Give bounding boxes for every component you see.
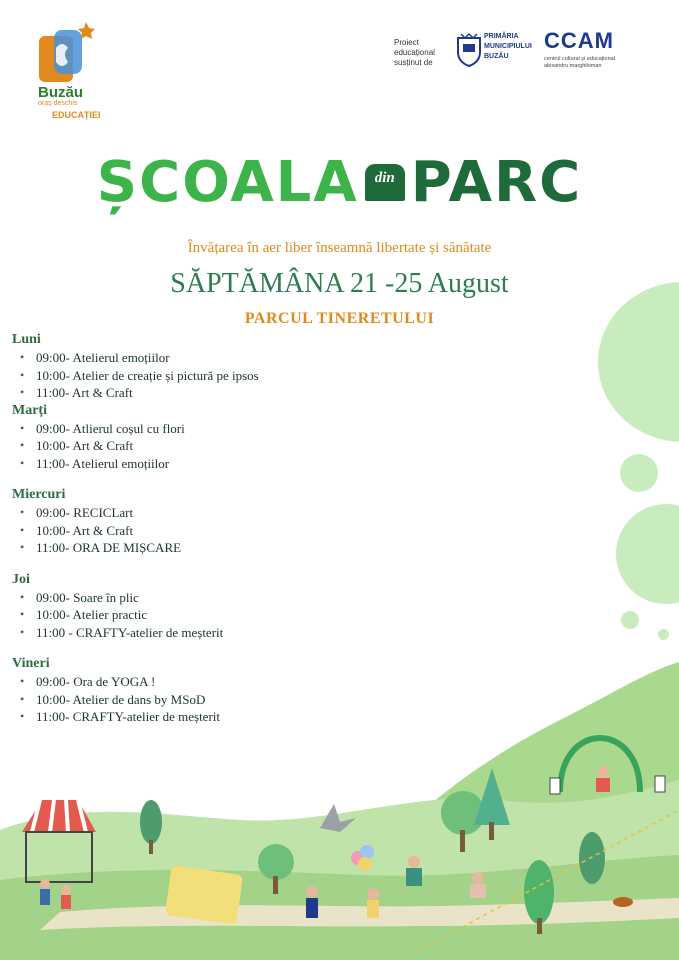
tree-icon — [579, 832, 605, 884]
activity-item: • 10:00- Atelier practic — [12, 606, 342, 624]
location: PARCUL TINERETULUI — [244, 310, 435, 327]
activity-item: • 10:00- Atelier de creație și pictură pe ipsos — [12, 367, 342, 385]
decor-circle-large — [598, 282, 679, 442]
dog-icon — [613, 897, 633, 907]
primaria-line: BUZĂU — [484, 53, 509, 60]
person-icon — [306, 898, 318, 918]
person-icon — [406, 868, 422, 886]
activity-list — [12, 420, 342, 473]
person-icon — [61, 895, 71, 909]
activity-item: • 11:00- ORA DE MIȘCARE — [12, 539, 342, 557]
activity-item: • 09:00- Ora de YOGA ! — [12, 673, 342, 691]
decor-dot — [621, 611, 639, 629]
buzau-logo — [36, 18, 102, 118]
sponsor-note-line: Proiect — [394, 38, 419, 47]
decor-dot-small — [658, 629, 669, 640]
activity-item: • 11:00 - CRAFTY-atelier de meșterit — [12, 624, 342, 642]
ccam-name: CCAM — [544, 28, 614, 53]
buzau-logo-icon — [36, 18, 102, 84]
ccam-logo — [544, 28, 644, 70]
person-icon — [596, 778, 610, 792]
activity-item: • 09:00- Atlierul coșul cu flori — [12, 420, 342, 438]
park-illustration — [0, 650, 679, 960]
activity-item: • 11:00- Atelierul emoțiilor — [12, 455, 342, 473]
activity-list — [12, 504, 342, 557]
day-heading: Joi — [12, 571, 30, 587]
tree-icon — [140, 800, 162, 844]
primaria-line: PRIMĂRIA — [484, 33, 519, 40]
balloon-icon — [358, 857, 372, 871]
day-heading: Marți — [12, 402, 47, 418]
ccam-subtitle — [544, 56, 644, 70]
sponsor-note-line: educațional — [394, 48, 435, 57]
activity-item: • 11:00- CRAFTY-atelier de meșterit — [12, 708, 342, 726]
primaria-logo — [456, 30, 546, 70]
slogan: Învățarea în aer liber înseamnă libertate și sănătate — [187, 240, 492, 256]
speaker-icon — [550, 778, 560, 794]
day-heading: Vineri — [12, 656, 50, 671]
logo-subtitle: oraș deschis — [38, 100, 78, 107]
week-heading: SĂPTĂMÂNA 21 -25 August — [170, 268, 509, 299]
person-icon — [40, 889, 50, 905]
sponsor-note — [394, 38, 450, 68]
speaker-icon — [655, 776, 665, 792]
balloon-icon — [360, 845, 374, 859]
logo-subtitle-2: EDUCAȚIEI — [52, 110, 101, 120]
activity-list — [12, 589, 342, 642]
day-heading: Miercuri — [12, 487, 66, 502]
primaria-text — [484, 32, 532, 62]
activity-list — [12, 349, 342, 402]
activity-item: • 09:00- Soare în plic — [12, 589, 342, 607]
person-icon — [367, 900, 379, 918]
activity-item: • 11:00- Art & Craft — [12, 384, 342, 402]
logo-title: Buzău — [38, 84, 83, 101]
activity-item: • 10:00- Atelier de dans by MSoD — [12, 691, 342, 709]
ccam-sub-line: alexandru marghiloman — [544, 63, 602, 69]
page-title — [0, 150, 679, 215]
activity-item: • 10:00- Art & Craft — [12, 437, 342, 455]
activity-item: • 09:00- RECICLart — [12, 504, 342, 522]
activity-item: • 09:00- Atelierul emoțiilor — [12, 349, 342, 367]
activity-item: • 10:00- Art & Craft — [12, 522, 342, 540]
decor-circle-medium — [616, 504, 679, 604]
ccam-sub-line: centrul cultural și educațional — [544, 56, 615, 62]
picnic-blanket-icon — [165, 865, 243, 925]
title-part-2: din — [365, 164, 405, 201]
tree-icon — [258, 844, 294, 880]
primaria-line: MUNICIPIULUI — [484, 43, 532, 50]
sponsor-note-line: susținut de — [394, 58, 433, 67]
day-heading: Luni — [12, 332, 41, 347]
coat-of-arms-icon — [456, 32, 482, 68]
decor-circle-small — [620, 454, 658, 492]
title-part-3: PARC — [410, 150, 583, 215]
person-icon — [470, 884, 486, 898]
title-part-1: ȘCOALA — [96, 150, 359, 215]
